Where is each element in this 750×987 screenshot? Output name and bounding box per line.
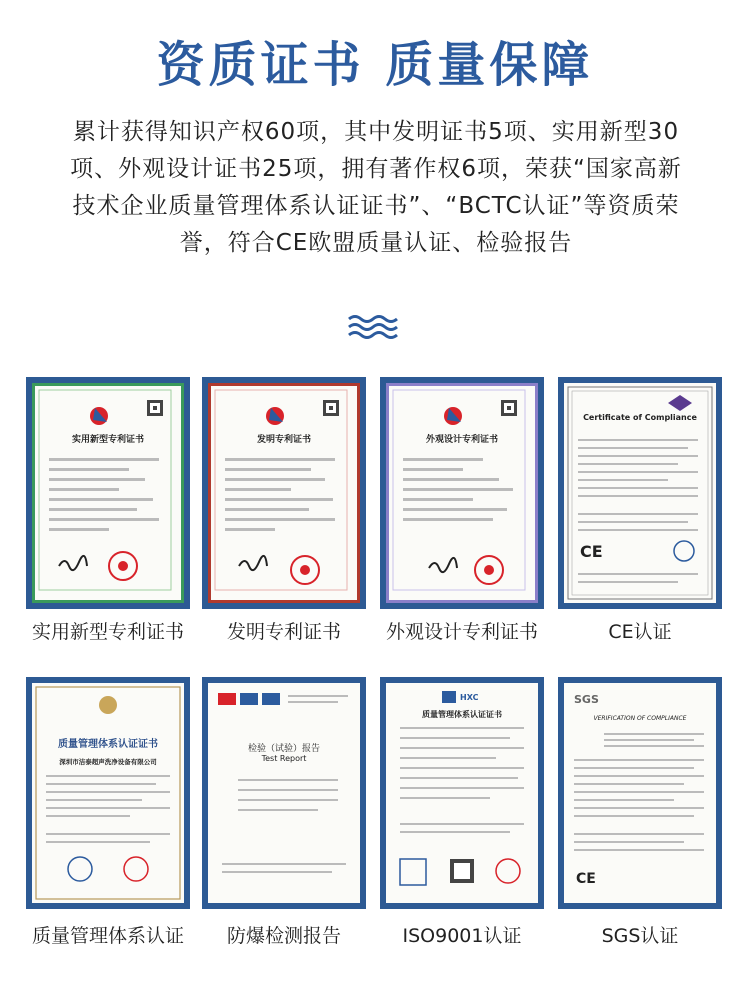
svg-text:CE: CE	[580, 542, 603, 561]
doc-title: 实用新型专利证书	[71, 435, 144, 445]
doc-brand: SGS	[574, 693, 599, 706]
intro-paragraph: 累计获得知识产权60项，其中发明证书5项、实用新型30项、外观设计证书25项，拥有著作权6项，荣获“国家高新技术企业质量管理体系认证证书”、“BCTC认证”等资质荣誉，符合CE欧盟质量认证、检验报告	[70, 119, 682, 256]
caption-ce: CE认证	[608, 621, 672, 643]
doc-title: 发明专利证书	[256, 435, 311, 445]
certificate-iso9001[interactable]	[380, 677, 544, 909]
doc-title: Certificate of Compliance	[583, 413, 697, 422]
caption-utility-model: 实用新型专利证书	[31, 621, 184, 643]
caption-quality-management: 质量管理体系认证	[31, 925, 184, 947]
caption-invention: 发明专利证书	[226, 621, 341, 643]
wave-divider-icon	[345, 312, 405, 342]
certificate-image	[208, 683, 360, 903]
svg-text:CE: CE	[576, 871, 596, 887]
doc-title: 检验（试验）报告	[247, 744, 320, 754]
doc-subtitle: Test Report	[261, 754, 307, 763]
doc-company: 深圳市洁泰超声洗净设备有限公司	[59, 758, 157, 766]
certificate-invention[interactable]	[202, 377, 366, 609]
caption-iso9001: ISO9001认证	[402, 925, 522, 947]
certificate-image	[32, 683, 184, 903]
caption-explosion-proof: 防爆检测报告	[226, 925, 341, 947]
certificate-sgs[interactable]	[558, 677, 722, 909]
doc-title: 质量管理体系认证证书	[58, 739, 158, 750]
doc-title: 质量管理体系认证证书	[422, 710, 502, 719]
certificate-explosion-proof[interactable]	[202, 677, 366, 909]
certificate-image	[35, 386, 181, 600]
doc-brand: HXC	[460, 693, 479, 702]
page-title: 资质证书 质量保障	[156, 37, 594, 93]
caption-design: 外观设计专利证书	[385, 621, 538, 643]
certificate-ce[interactable]	[558, 377, 722, 609]
certificate-quality-management[interactable]	[26, 677, 190, 909]
caption-sgs: SGS认证	[601, 925, 679, 947]
doc-title: 外观设计专利证书	[425, 435, 498, 445]
certificate-utility-model[interactable]	[26, 377, 190, 609]
certificate-image	[389, 386, 535, 600]
certificate-design[interactable]	[380, 377, 544, 609]
doc-title: VERIFICATION OF COMPLIANCE	[593, 715, 687, 722]
certificate-image	[211, 386, 357, 600]
